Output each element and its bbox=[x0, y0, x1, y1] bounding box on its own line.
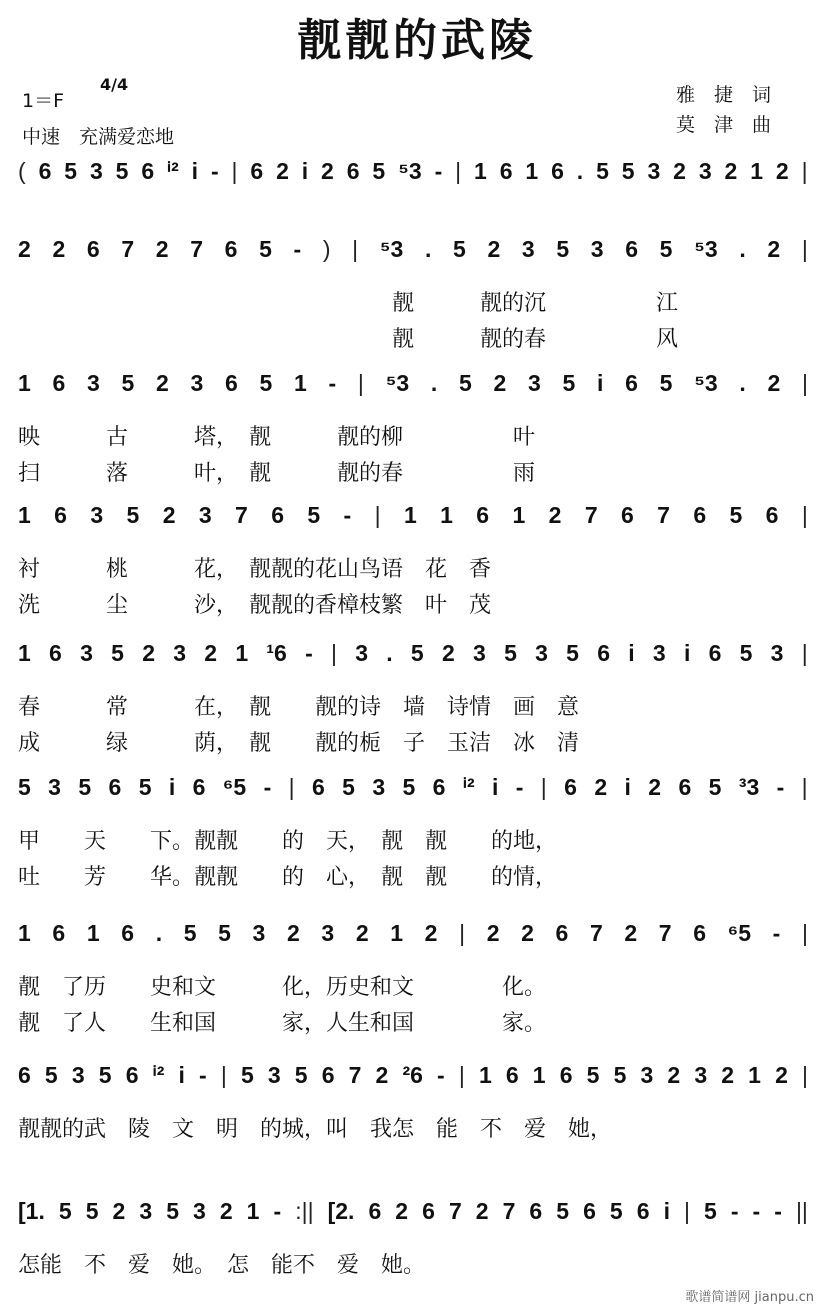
note: 3 bbox=[698, 158, 712, 184]
tempo-marking: 中速 充满爱恋地 bbox=[22, 126, 175, 148]
note: - bbox=[210, 158, 219, 184]
note: 5 bbox=[44, 1062, 58, 1088]
song-title: 靓靓的武陵 bbox=[297, 15, 537, 66]
lyrics-line: 吐 芳 华。靓靓 的 心， 靓 靓 的情， bbox=[18, 865, 558, 890]
note: 2 bbox=[648, 774, 662, 800]
note: 1 bbox=[440, 502, 453, 528]
note: 5 bbox=[183, 920, 197, 946]
note: [1. bbox=[18, 1198, 45, 1224]
notes-row bbox=[18, 236, 808, 263]
note: 6 bbox=[52, 370, 66, 396]
note: 6 bbox=[368, 1198, 382, 1224]
note: 5 bbox=[166, 1198, 179, 1224]
barline: | bbox=[288, 774, 295, 800]
notes-row bbox=[18, 1062, 808, 1089]
note: 5 bbox=[708, 774, 722, 800]
note: 5 bbox=[85, 1198, 99, 1224]
note: i bbox=[628, 640, 635, 666]
note: 1 bbox=[750, 158, 763, 184]
note: 2 bbox=[548, 502, 562, 528]
note: 3 bbox=[473, 640, 486, 666]
note: 6 bbox=[625, 236, 639, 262]
barline: | bbox=[331, 640, 337, 666]
note: 1 bbox=[390, 920, 404, 946]
note: 1 bbox=[525, 158, 539, 184]
note: 6 bbox=[765, 502, 779, 528]
note: 5 bbox=[596, 158, 609, 184]
barline: | bbox=[801, 502, 808, 528]
note: 6 bbox=[583, 1198, 596, 1224]
note: 5 bbox=[18, 774, 31, 800]
note: 3 bbox=[590, 236, 604, 262]
barline: | bbox=[459, 920, 466, 946]
note: i bbox=[624, 774, 631, 800]
note: 5 bbox=[609, 1198, 623, 1224]
note: 3 bbox=[48, 774, 61, 800]
barline: | bbox=[801, 236, 808, 262]
note: 2 bbox=[219, 1198, 233, 1224]
note: ³3 bbox=[738, 774, 760, 800]
note: 7 bbox=[589, 920, 603, 946]
note: 3 bbox=[652, 640, 666, 666]
note: ⁶5 bbox=[727, 920, 752, 946]
note: 1 bbox=[18, 370, 31, 396]
note: - bbox=[437, 1062, 445, 1088]
note: . bbox=[739, 370, 746, 396]
note: 3 bbox=[694, 1062, 708, 1088]
note: 5 bbox=[58, 1198, 72, 1224]
note: 7 bbox=[235, 502, 248, 528]
note: 1 bbox=[86, 920, 100, 946]
note: 5 bbox=[259, 236, 272, 262]
notes-row bbox=[18, 502, 808, 529]
note: 2 bbox=[594, 774, 608, 800]
note: 7 bbox=[348, 1062, 362, 1088]
note: 5 bbox=[729, 502, 743, 528]
note: . bbox=[739, 236, 746, 262]
barline: | bbox=[801, 774, 808, 800]
note: 6 bbox=[564, 774, 577, 800]
notes-row bbox=[18, 370, 808, 397]
note: 5 bbox=[64, 158, 78, 184]
note: . bbox=[155, 920, 163, 946]
barline: | bbox=[374, 502, 381, 528]
note: 6 bbox=[18, 1062, 31, 1088]
note: 1 bbox=[478, 1062, 492, 1088]
note: 5 bbox=[410, 640, 424, 666]
note: 3 bbox=[521, 236, 535, 262]
lyrics-line: 扫 落 叶， 靓 靓的春 雨 bbox=[18, 461, 536, 486]
note: 5 bbox=[138, 774, 152, 800]
note: 5 bbox=[372, 158, 386, 184]
barline: | bbox=[802, 1062, 808, 1088]
note: - bbox=[730, 1198, 739, 1224]
notes-row bbox=[18, 158, 808, 185]
note: 6 bbox=[192, 774, 206, 800]
note: 1 bbox=[246, 1198, 260, 1224]
note: 1 bbox=[18, 920, 31, 946]
note: 5 bbox=[402, 774, 416, 800]
note: i bbox=[301, 158, 309, 184]
barline: | bbox=[801, 158, 808, 184]
note: 5 bbox=[586, 1062, 600, 1088]
lyrics-line: 衬 桃 花， 靓靓的花山鸟语 花 香 bbox=[18, 557, 492, 582]
note: 6 bbox=[678, 774, 692, 800]
note: . bbox=[386, 640, 393, 666]
note: 2 bbox=[441, 640, 455, 666]
note: 6 bbox=[551, 158, 564, 184]
note: 2 bbox=[286, 920, 300, 946]
notes-row bbox=[18, 774, 808, 801]
lyrics-line: 成 绿 荫， 靓 靓的栀 子 玉洁 冰 清 bbox=[18, 731, 580, 756]
note: 2 bbox=[775, 1062, 788, 1088]
barline: | bbox=[231, 158, 238, 184]
barline: | bbox=[801, 920, 808, 946]
barline: | bbox=[455, 158, 462, 184]
note: - bbox=[774, 1198, 782, 1224]
note: 6 bbox=[86, 236, 100, 262]
note: 7 bbox=[190, 236, 203, 262]
note: ) bbox=[322, 236, 331, 262]
note: 5 bbox=[453, 236, 466, 262]
note: . bbox=[576, 158, 584, 184]
lyrics-line: 靓 靓的春 风 bbox=[18, 327, 679, 352]
lyrics-line: 靓靓的武 陵 文 明 的城，叫 我怎 能 不 爱 她， bbox=[18, 1117, 613, 1142]
note: 1 bbox=[748, 1062, 761, 1088]
barline: :|| bbox=[295, 1198, 314, 1224]
note: 6 bbox=[620, 502, 634, 528]
note: 5 bbox=[121, 370, 135, 396]
note: 5 bbox=[556, 236, 570, 262]
note: 5 bbox=[115, 158, 129, 184]
note: 2 bbox=[724, 158, 738, 184]
note: 6 bbox=[422, 1198, 435, 1224]
note: 5 bbox=[342, 774, 355, 800]
note: - bbox=[199, 1062, 207, 1088]
note: 2 bbox=[767, 370, 781, 396]
lyrics-line: 春 常 在， 靓 靓的诗 墙 诗情 画 意 bbox=[18, 695, 580, 720]
note: 3 bbox=[640, 1062, 654, 1088]
note: 2 bbox=[52, 236, 66, 262]
note: ⁱ² bbox=[167, 158, 179, 184]
note: 6 bbox=[708, 640, 722, 666]
note: 6 bbox=[271, 502, 284, 528]
lyricist-credit: 雅 捷 词 bbox=[676, 84, 772, 106]
note: 2 bbox=[667, 1062, 681, 1088]
note: 7 bbox=[657, 502, 670, 528]
note: 5 bbox=[621, 158, 635, 184]
note: 6 bbox=[54, 502, 67, 528]
note: - bbox=[328, 370, 337, 396]
note: i bbox=[596, 370, 604, 396]
note: 5 bbox=[259, 370, 273, 396]
note: 7 bbox=[658, 920, 672, 946]
note: - bbox=[263, 774, 272, 800]
note: 3 bbox=[90, 502, 104, 528]
note: 6 bbox=[225, 370, 238, 396]
note: 6 bbox=[625, 370, 638, 396]
note: - bbox=[752, 1198, 761, 1224]
barline: | bbox=[220, 1062, 227, 1088]
note: i bbox=[168, 774, 176, 800]
note: - bbox=[776, 774, 785, 800]
note: 5 bbox=[240, 1062, 254, 1088]
note: i bbox=[663, 1198, 670, 1224]
note: 5 bbox=[126, 502, 140, 528]
note: 2 bbox=[624, 920, 638, 946]
note: 5 bbox=[704, 1198, 717, 1224]
note: 2 bbox=[276, 158, 289, 184]
note: 6 bbox=[432, 774, 446, 800]
note: 5 bbox=[111, 640, 124, 666]
note: 2 bbox=[112, 1198, 126, 1224]
note: 1 bbox=[532, 1062, 546, 1088]
note: 2 bbox=[375, 1062, 389, 1088]
note: 5 bbox=[659, 370, 673, 396]
barline: || bbox=[795, 1198, 808, 1224]
key-signature: 1＝F bbox=[22, 90, 65, 112]
note: 6 bbox=[597, 640, 610, 666]
note: 7 bbox=[502, 1198, 516, 1224]
note: ⁱ² bbox=[462, 774, 475, 800]
note: - bbox=[772, 920, 781, 946]
note: 3 bbox=[139, 1198, 153, 1224]
note: 6 bbox=[141, 158, 155, 184]
note: i bbox=[491, 774, 499, 800]
note: 3 bbox=[87, 370, 100, 396]
note: 2 bbox=[721, 1062, 735, 1088]
note: 6 bbox=[693, 502, 707, 528]
note: - bbox=[273, 1198, 282, 1224]
note: 6 bbox=[321, 1062, 335, 1088]
note: 3 bbox=[267, 1062, 281, 1088]
note: 2 bbox=[673, 158, 686, 184]
composer-credit: 莫 津 曲 bbox=[676, 114, 772, 136]
lyrics-line: 靓 靓的沉 江 bbox=[18, 291, 679, 316]
note: - bbox=[305, 640, 313, 666]
lyrics-line: 靓 了人 生和国 家，人生和国 家。 bbox=[18, 1011, 547, 1036]
note: ¹6 bbox=[266, 640, 287, 666]
note: 5 bbox=[218, 920, 231, 946]
note: 1 bbox=[294, 370, 307, 396]
time-signature: 4/4 bbox=[100, 75, 129, 94]
note: 5 bbox=[562, 370, 576, 396]
note: 2 bbox=[18, 236, 31, 262]
barline: | bbox=[458, 1062, 465, 1088]
note: 6 bbox=[636, 1198, 650, 1224]
note: 7 bbox=[448, 1198, 462, 1224]
barline: | bbox=[540, 774, 547, 800]
note: ( bbox=[18, 158, 26, 184]
barline: | bbox=[352, 236, 359, 262]
note: 5 bbox=[294, 1062, 308, 1088]
barline: | bbox=[357, 370, 364, 396]
note: 6 bbox=[529, 1198, 543, 1224]
barline: | bbox=[683, 1198, 690, 1224]
note: 3 bbox=[355, 640, 369, 666]
note: i bbox=[683, 640, 691, 666]
note: 3 bbox=[372, 774, 386, 800]
barline: | bbox=[801, 370, 808, 396]
note: 6 bbox=[559, 1062, 573, 1088]
note: 2 bbox=[355, 920, 369, 946]
note: 2 bbox=[424, 920, 438, 946]
note: ⁵3 bbox=[379, 236, 404, 262]
note: 2 bbox=[775, 158, 789, 184]
note: 5 bbox=[98, 1062, 112, 1088]
note: 3 bbox=[527, 370, 541, 396]
note: 1 bbox=[18, 640, 31, 666]
note: - bbox=[434, 158, 443, 184]
note: i bbox=[191, 158, 199, 184]
note: ⁵3 bbox=[385, 370, 410, 396]
note: 6 bbox=[346, 158, 360, 184]
note: 3 bbox=[190, 370, 204, 396]
lyrics-line: 甲 天 下。靓靓 的 天， 靓 靓 的地， bbox=[18, 829, 558, 854]
note: 5 bbox=[307, 502, 321, 528]
note: 3 bbox=[89, 158, 103, 184]
note: 1 bbox=[403, 502, 417, 528]
notes-row bbox=[18, 920, 808, 947]
note: 2 bbox=[486, 920, 500, 946]
note: . bbox=[430, 370, 438, 396]
note: 3 bbox=[193, 1198, 206, 1224]
note: 6 bbox=[250, 158, 264, 184]
note: ²6 bbox=[402, 1062, 423, 1088]
note: 5 bbox=[613, 1062, 627, 1088]
note: 1 bbox=[18, 502, 31, 528]
lyrics-line: 洗 尘 沙， 靓靓的香樟枝繁 叶 茂 bbox=[18, 593, 492, 618]
note: 6 bbox=[505, 1062, 519, 1088]
note: 3 bbox=[535, 640, 548, 666]
note: 3 bbox=[770, 640, 784, 666]
note: 2 bbox=[155, 236, 169, 262]
note: 2 bbox=[493, 370, 507, 396]
note: 6 bbox=[52, 920, 66, 946]
note: 2 bbox=[521, 920, 534, 946]
note: 5 bbox=[566, 640, 579, 666]
note: 6 bbox=[108, 774, 122, 800]
note: 6 bbox=[49, 640, 62, 666]
note: 3 bbox=[71, 1062, 85, 1088]
lyrics-line: 怎能 不 爱 她。 怎 能不 爱 她。 bbox=[18, 1253, 426, 1278]
note: 6 bbox=[38, 158, 52, 184]
note: ⁶5 bbox=[222, 774, 247, 800]
note: 5 bbox=[739, 640, 753, 666]
note: 1 bbox=[474, 158, 487, 184]
note: 1 bbox=[512, 502, 526, 528]
note: ⁱ² bbox=[152, 1062, 165, 1088]
note: [2. bbox=[327, 1198, 355, 1224]
note: 5 bbox=[458, 370, 472, 396]
note: ⁵3 bbox=[398, 158, 422, 184]
note: 2 bbox=[487, 236, 501, 262]
note: 3 bbox=[647, 158, 661, 184]
note: 2 bbox=[156, 370, 169, 396]
note: 7 bbox=[121, 236, 135, 262]
note: 3 bbox=[321, 920, 335, 946]
note: 6 bbox=[499, 158, 513, 184]
note: 6 bbox=[224, 236, 238, 262]
note: 3 bbox=[80, 640, 93, 666]
note: 1 bbox=[235, 640, 249, 666]
note: ⁵3 bbox=[694, 370, 718, 396]
note: 6 bbox=[476, 502, 490, 528]
notes-row bbox=[18, 1198, 808, 1225]
note: 6 bbox=[555, 920, 569, 946]
note: - bbox=[515, 774, 524, 800]
note: 2 bbox=[767, 236, 781, 262]
note: 6 bbox=[125, 1062, 139, 1088]
note: - bbox=[293, 236, 302, 262]
note: i bbox=[178, 1062, 185, 1088]
lyrics-line: 靓 了历 史和文 化，历史和文 化。 bbox=[18, 975, 547, 1000]
note: 2 bbox=[475, 1198, 489, 1224]
note: 5 bbox=[78, 774, 92, 800]
note: ⁵3 bbox=[694, 236, 718, 262]
note: 5 bbox=[556, 1198, 570, 1224]
note: 2 bbox=[142, 640, 155, 666]
note: - bbox=[343, 502, 352, 528]
lyrics-line: 映 古 塔， 靓 靓的柳 叶 bbox=[18, 425, 536, 450]
note: 6 bbox=[311, 774, 325, 800]
note: 2 bbox=[321, 158, 334, 184]
note: 3 bbox=[252, 920, 266, 946]
note: 6 bbox=[693, 920, 707, 946]
note: 2 bbox=[204, 640, 218, 666]
note: 7 bbox=[584, 502, 598, 528]
note: 3 bbox=[198, 502, 212, 528]
note: 6 bbox=[121, 920, 135, 946]
note: . bbox=[425, 236, 432, 262]
notes-row bbox=[18, 640, 808, 667]
note: 5 bbox=[659, 236, 673, 262]
note: 2 bbox=[395, 1198, 409, 1224]
barline: | bbox=[801, 640, 808, 666]
watermark: 歌谱简谱网 jianpu.cn bbox=[685, 1290, 814, 1305]
note: 5 bbox=[504, 640, 517, 666]
note: 3 bbox=[173, 640, 187, 666]
note: 2 bbox=[162, 502, 176, 528]
